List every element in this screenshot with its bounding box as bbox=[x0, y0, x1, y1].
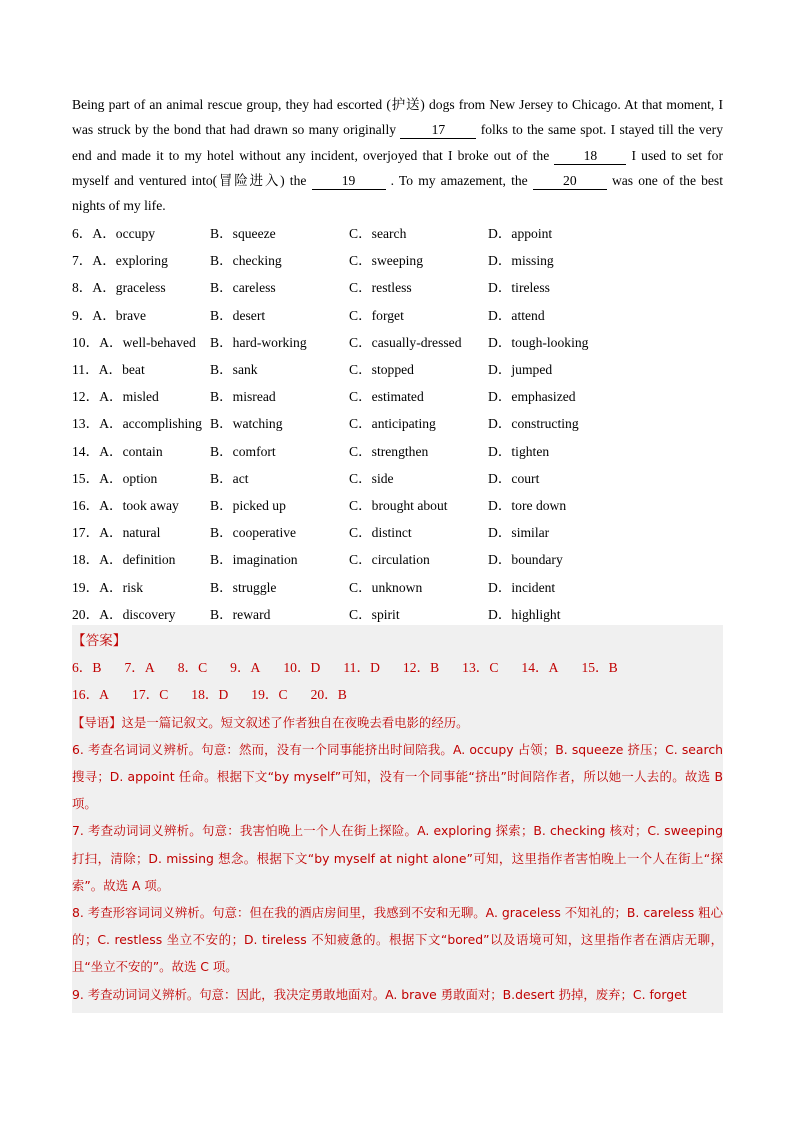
option-b: B．picked up bbox=[210, 497, 286, 513]
option-a-text: A．well-behaved bbox=[99, 334, 196, 350]
option-d: D．boundary bbox=[488, 552, 563, 568]
answer-section bbox=[72, 627, 723, 1008]
answer-heading: 【答案】 bbox=[72, 633, 127, 648]
answer-item: 19．C bbox=[251, 687, 288, 703]
option-row bbox=[72, 273, 723, 300]
option-b: B．reward bbox=[210, 606, 271, 622]
option-d: D．tireless bbox=[488, 280, 550, 296]
option-c: C．sweeping bbox=[349, 253, 424, 269]
explanation-paragraph: 8. 考查形容词词义辨析。句意：但在我的酒店房间里，我感到不安和无聊。A. graceless 不知礼的；B. careless 粗心的；C. restless 坐立不安的；D. tireless 不知疲惫的。根据下文“bored”以及语境可知，这里指作者在酒店无聊，且“坐立不安的”。故选 C 项。 bbox=[72, 904, 723, 975]
option-d: D．incident bbox=[488, 579, 556, 595]
option-row bbox=[72, 545, 723, 572]
question-number: 11． bbox=[72, 362, 99, 378]
answer-item: 7．A bbox=[124, 660, 155, 676]
option-a bbox=[72, 222, 210, 242]
option-b: B．hard-working bbox=[210, 334, 307, 350]
option-a-text: A．option bbox=[99, 470, 158, 486]
option-row bbox=[72, 463, 723, 490]
blank-18: 18 bbox=[554, 147, 626, 165]
option-row bbox=[72, 382, 723, 409]
option-c: C．side bbox=[349, 470, 394, 486]
option-a bbox=[72, 548, 210, 568]
option-a-text: A．exploring bbox=[92, 253, 168, 269]
blank-20: 20 bbox=[533, 172, 607, 190]
option-b: B．desert bbox=[210, 307, 266, 323]
passage-part-3: I used to set for myself and ventured into(冒险进入) the bbox=[72, 147, 723, 188]
option-c: C．brought about bbox=[349, 497, 448, 513]
option-a bbox=[72, 521, 210, 541]
option-a bbox=[72, 576, 210, 596]
option-a bbox=[72, 412, 210, 432]
explanations bbox=[72, 736, 723, 1008]
option-row bbox=[72, 436, 723, 463]
question-number: 10． bbox=[72, 334, 100, 350]
option-d: D．similar bbox=[488, 525, 550, 541]
option-a-text: A．beat bbox=[98, 362, 145, 378]
answer-item: 10．D bbox=[283, 660, 321, 676]
answer-item: 15．B bbox=[581, 660, 618, 676]
option-a-text: A．brave bbox=[92, 307, 146, 323]
option-a bbox=[72, 358, 210, 378]
explanation-paragraph: 6. 考查名词词义辨析。句意：然而，没有一个同事能挤出时间陪我。A. occupy 占领；B. squeeze 挤压；C. search 搜寻；D. appoint 任命。根据下文“by myself”可知，没有一个同事能“挤出”时间陪作者，所以她一人去的。故选 B 项。 bbox=[72, 741, 723, 812]
option-b: B．squeeze bbox=[210, 226, 276, 242]
answer-item: 17．C bbox=[132, 687, 169, 703]
answer-item: 12．B bbox=[402, 660, 440, 676]
question-number: 18． bbox=[72, 552, 100, 568]
option-c: C．strengthen bbox=[349, 443, 429, 459]
option-d: D．emphasized bbox=[488, 389, 576, 405]
option-row bbox=[72, 409, 723, 436]
passage-part-4: . To my amazement, the bbox=[390, 172, 528, 188]
option-a-text: A．accomplishing bbox=[99, 416, 202, 432]
answer-row-2 bbox=[72, 681, 723, 708]
answer-item: 18．D bbox=[191, 687, 229, 703]
question-number: 8． bbox=[72, 280, 93, 296]
question-number: 13． bbox=[72, 416, 100, 432]
answer-item: 13．C bbox=[462, 660, 499, 676]
option-row bbox=[72, 490, 723, 517]
passage-text bbox=[72, 92, 723, 218]
option-c: C．distinct bbox=[349, 525, 412, 541]
option-b: B．checking bbox=[210, 253, 282, 269]
option-a bbox=[72, 603, 210, 623]
option-d: D．attend bbox=[488, 307, 545, 323]
option-a bbox=[72, 249, 210, 269]
option-a bbox=[72, 385, 210, 405]
answer-row-1 bbox=[72, 654, 723, 681]
option-c: C．casually-dressed bbox=[349, 334, 462, 350]
option-row bbox=[72, 327, 723, 354]
option-b: B．struggle bbox=[210, 579, 277, 595]
option-d: D．highlight bbox=[488, 606, 561, 622]
option-c: C．spirit bbox=[349, 606, 400, 622]
option-a bbox=[72, 440, 210, 460]
document-page bbox=[72, 92, 723, 626]
option-b: B．careless bbox=[210, 280, 276, 296]
passage-part-5: was one of the best nights of my life. bbox=[72, 172, 723, 214]
question-number: 12． bbox=[72, 389, 100, 405]
option-a bbox=[72, 494, 210, 514]
blank-17: 17 bbox=[400, 121, 476, 139]
option-row bbox=[72, 518, 723, 545]
passage-part-1: Being part of an animal rescue group, they had escorted (护送) dogs from New Jersey to Chicago. At that moment, I was struck by the bond that had drawn so many originally bbox=[72, 97, 723, 138]
option-c: C．stopped bbox=[349, 362, 414, 378]
option-row bbox=[72, 599, 723, 626]
option-d: D．constructing bbox=[488, 416, 579, 432]
option-a-text: A．misled bbox=[99, 389, 159, 405]
explanation-paragraph: 7. 考查动词词义辨析。句意：我害怕晚上一个人在街上探险。A. exploring 探索；B. checking 核对；C. sweeping 打扫，清除；D. missing 想念。根据下文“by myself at night alone”可知，这里指作者害怕晚上一个人在街上“探索”。故选 A 项。 bbox=[72, 823, 723, 893]
question-number: 19． bbox=[72, 579, 100, 595]
option-row bbox=[72, 300, 723, 327]
option-d: D．tough-looking bbox=[488, 334, 589, 350]
option-d: D．jumped bbox=[488, 362, 553, 378]
question-number: 20． bbox=[72, 606, 100, 622]
answer-item: 9．A bbox=[230, 660, 261, 676]
blank-19: 19 bbox=[312, 172, 386, 190]
question-number: 7． bbox=[72, 253, 93, 269]
question-number: 6． bbox=[72, 226, 93, 242]
option-a-text: A．discovery bbox=[99, 606, 176, 622]
option-row bbox=[72, 572, 723, 599]
option-a-text: A．took away bbox=[99, 497, 179, 513]
option-a bbox=[72, 276, 210, 296]
options-list bbox=[72, 218, 723, 626]
answer-item: 11．D bbox=[343, 660, 380, 676]
option-c: C．circulation bbox=[349, 552, 430, 568]
option-d: D．missing bbox=[488, 253, 554, 269]
option-a-text: A．contain bbox=[99, 443, 163, 459]
option-a bbox=[72, 304, 210, 324]
answer-item: 16．A bbox=[72, 687, 110, 703]
option-c: C．unknown bbox=[349, 579, 423, 595]
option-d: D．tore down bbox=[488, 497, 567, 513]
option-b: B．sank bbox=[210, 362, 258, 378]
option-row bbox=[72, 246, 723, 273]
option-row bbox=[72, 218, 723, 245]
question-number: 15． bbox=[72, 470, 100, 486]
question-number: 14． bbox=[72, 443, 100, 459]
option-c: C．anticipating bbox=[349, 416, 436, 432]
option-c: C．search bbox=[349, 226, 407, 242]
answer-item: 8．C bbox=[177, 660, 208, 676]
answer-item: 6．B bbox=[72, 660, 102, 676]
question-number: 17． bbox=[72, 525, 100, 541]
option-b: B．misread bbox=[210, 389, 276, 405]
question-number: 9． bbox=[72, 307, 93, 323]
option-a-text: A．occupy bbox=[92, 226, 156, 242]
option-b: B．watching bbox=[210, 416, 283, 432]
option-b: B．imagination bbox=[210, 552, 298, 568]
question-number: 16． bbox=[72, 497, 100, 513]
option-d: D．appoint bbox=[488, 226, 553, 242]
option-d: D．tighten bbox=[488, 443, 550, 459]
option-d: D．court bbox=[488, 470, 540, 486]
option-a bbox=[72, 467, 210, 487]
answer-item: 20．B bbox=[310, 687, 347, 703]
explanation-paragraph: 9. 考查动词词义辨析。句意：因此，我决定勇敢地面对。A. brave 勇敢面对；B.desert 扔掉，废弃；C. forget bbox=[72, 986, 687, 1002]
passage-part-2: folks to the same spot. I stayed till the very end and made it to my hotel without any incident, overjoyed that I broke out of the bbox=[72, 122, 723, 163]
answer-item: 14．A bbox=[521, 660, 559, 676]
option-a-text: A．definition bbox=[99, 552, 176, 568]
option-a-text: A．natural bbox=[99, 525, 161, 541]
option-a-text: A．risk bbox=[99, 579, 143, 595]
option-a bbox=[72, 331, 210, 351]
option-row bbox=[72, 354, 723, 381]
option-b: B．comfort bbox=[210, 443, 276, 459]
option-a-text: A．graceless bbox=[92, 280, 166, 296]
option-b: B．act bbox=[210, 470, 249, 486]
option-c: C．restless bbox=[349, 280, 412, 296]
option-c: C．forget bbox=[349, 307, 404, 323]
option-b: B．cooperative bbox=[210, 525, 297, 541]
option-c: C．estimated bbox=[349, 389, 424, 405]
guide-text: 【导语】这是一篇记叙文。短文叙述了作者独自在夜晚去看电影的经历。 bbox=[72, 714, 469, 730]
